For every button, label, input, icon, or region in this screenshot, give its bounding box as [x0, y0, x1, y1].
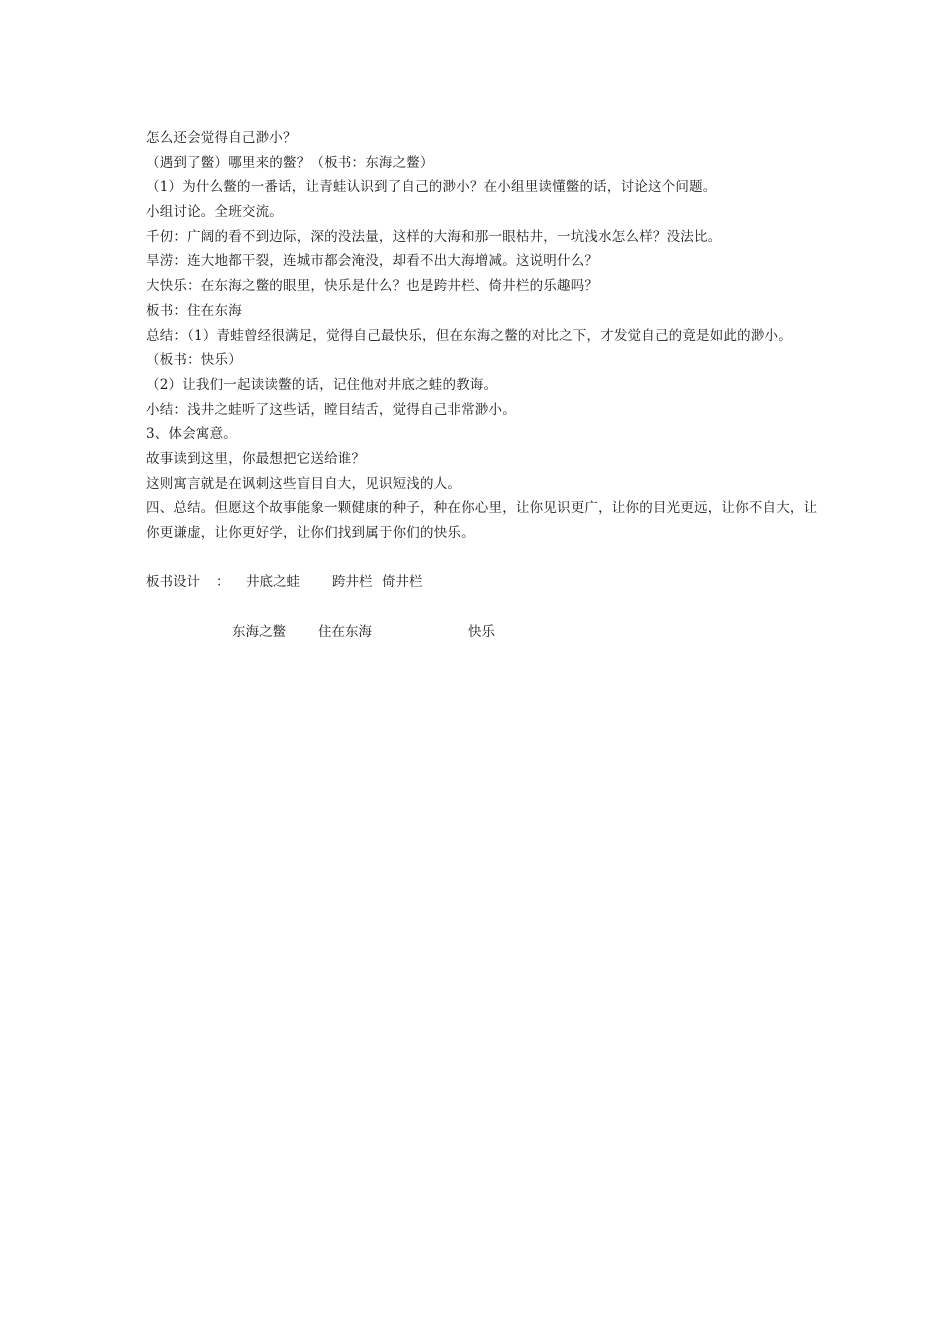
board-item-kua: 跨井栏 [332, 574, 373, 590]
text-line: 小组讨论。全班交流。 [146, 204, 283, 221]
board-item-happy: 快乐 [468, 624, 495, 640]
summary-line: 你更谦虚，让你更好学，让你们找到属于你们的快乐。 [146, 525, 475, 541]
text-line: 这则寓言就是在讽刺这些盲目自大，见识短浅的人。 [146, 475, 462, 492]
text-line: 旱涝：连大地都干裂，连城市都会淹没，却看不出大海增减。这说明什么？ [146, 253, 599, 270]
board-item-live: 住在东海 [318, 624, 372, 640]
board-item-yi: 倚井栏 [382, 574, 423, 590]
board-design-colon: ： [216, 574, 230, 590]
board-item-frog: 井底之蛙 [246, 574, 300, 590]
text-line: 总结：（1）青蛙曾经很满足，觉得自己最快乐，但在东海之鳖的对比之下，才发觉自己的竟是如此的渺小。 [146, 327, 792, 344]
text-line: 千仞：广阔的看不到边际，深的没法量，这样的大海和那一眼枯井，一坑浅水怎么样？没法比。 [146, 228, 722, 245]
text-line: （2）让我们一起读读鳖的话，记住他对井底之蛙的教诲。 [146, 376, 498, 393]
text-line: （1）为什么鳖的一番话，让青蛙认识到了自己的渺小？在小组里读懂鳖的话，讨论这个问题。 [146, 179, 717, 196]
text-line: 小结：浅井之蛙听了这些话，瞠目结舌，觉得自己非常渺小。 [146, 401, 516, 418]
board-item-turtle: 东海之鳖 [232, 624, 286, 640]
text-line: （板书：快乐） [146, 352, 242, 369]
lesson-text [146, 126, 816, 546]
summary-line: 四、总结。但愿这个故事能象一颗健康的种子，种在你心里，让你见识更广，让你的目光更远，让你不自大，让 [146, 500, 818, 517]
text-line: 板书：住在东海 [146, 302, 242, 319]
text-line: （遇到了鳖）哪里来的鳖？（板书：东海之鳖） [146, 154, 434, 171]
text-line: 大快乐：在东海之鳖的眼里，快乐是什么？也是跨井栏、倚井栏的乐趣吗？ [146, 278, 599, 295]
board-design-label: 板书设计 [146, 574, 200, 590]
text-line: 怎么还会觉得自己渺小？ [146, 130, 297, 146]
text-line: 故事读到这里，你最想把它送给谁？ [146, 450, 366, 467]
text-line: 3、体会寓意。 [146, 426, 237, 443]
board-design [146, 570, 816, 650]
